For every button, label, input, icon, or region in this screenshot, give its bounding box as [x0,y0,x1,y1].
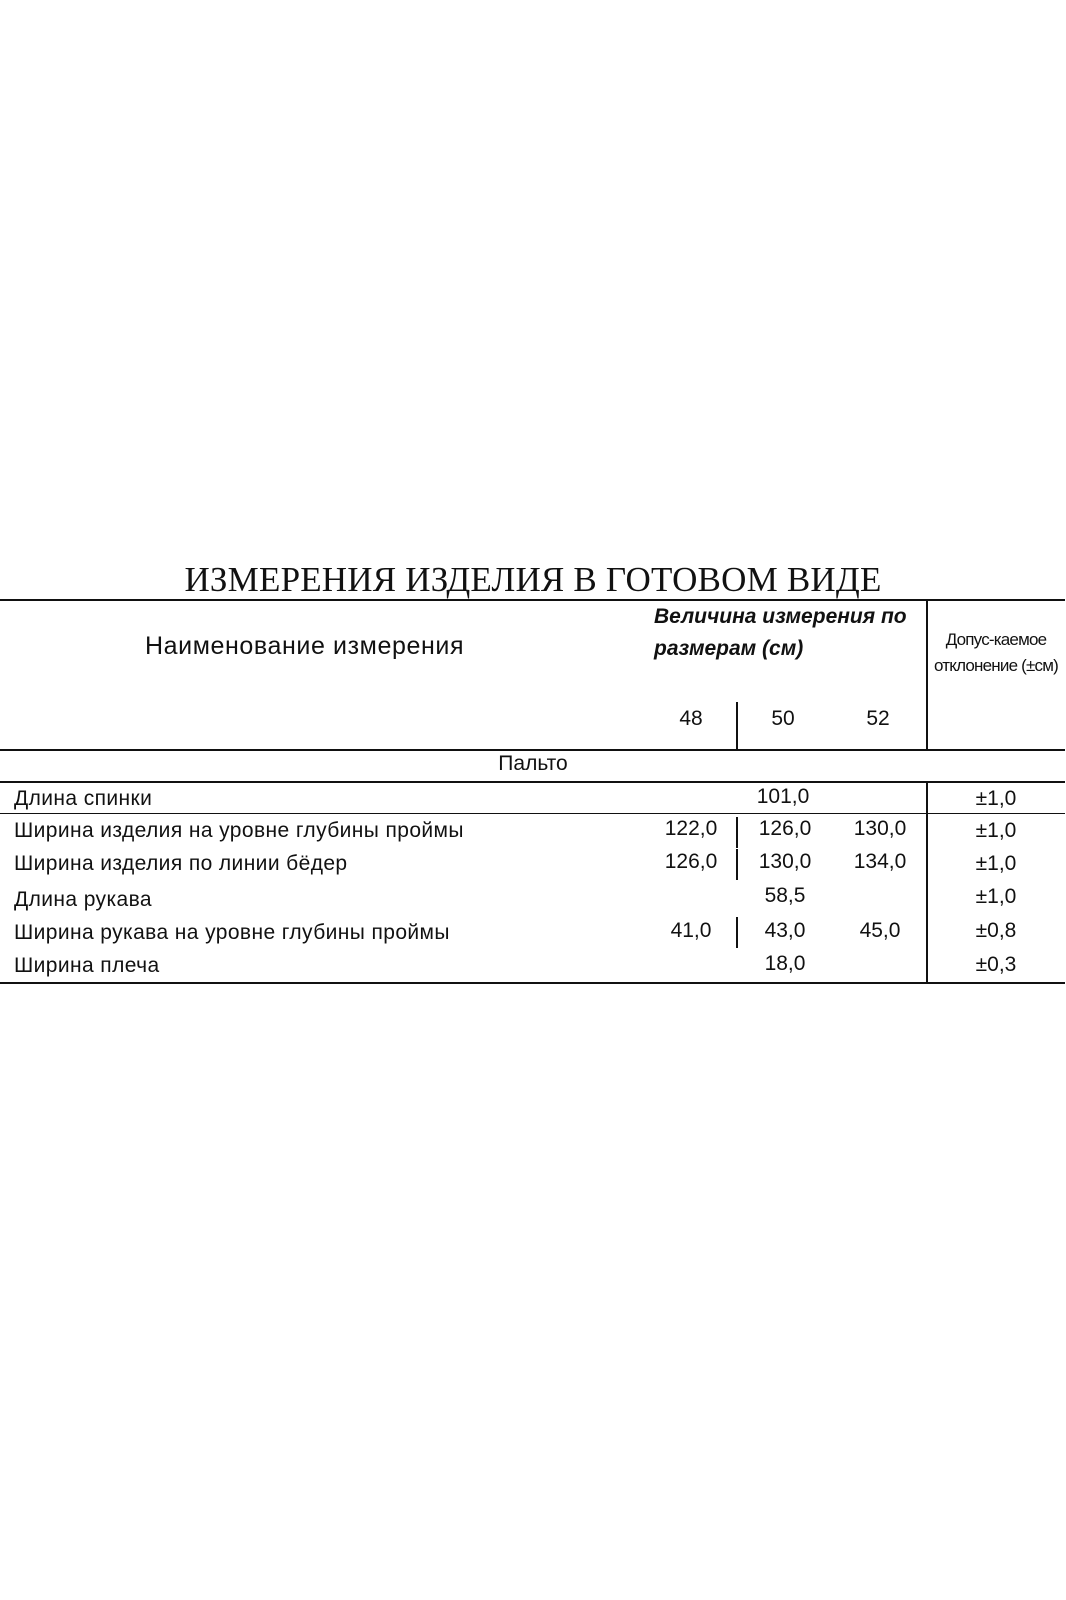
row-tolerance: ±0,3 [975,953,1017,976]
header-values-column: Величина измерения по размерам (см) [654,605,907,660]
row-tolerance: ±1,0 [975,787,1017,810]
row-label: Ширина изделия на уровне глубины проймы [14,819,464,842]
size-52-header: 52 [866,707,890,730]
row-tolerance: ±0,8 [975,919,1017,942]
row-tolerance: ±1,0 [975,852,1017,875]
measurements-table [0,599,1065,984]
row-value-size-52: 130,0 [853,817,907,840]
row-value-size-48: 122,0 [664,817,718,840]
size-divider-row-2 [736,817,738,848]
row-value-size-50: 101,0 [756,785,810,808]
row-tolerance: ±1,0 [975,819,1017,842]
row-label: Длина спинки [14,787,153,810]
row-value-size-50: 18,0 [764,952,806,975]
first-row-bottom-border [0,813,1065,814]
table-bottom-border [0,982,1065,984]
document-title: ИЗМЕРЕНИЯ ИЗДЕЛИЯ В ГОТОВОМ ВИДЕ [184,560,882,599]
row-label: Ширина плеча [14,954,160,977]
row-value-size-50: 130,0 [758,850,812,873]
header-name-column: Наименование измерения [145,632,465,660]
row-label: Ширина изделия по линии бёдер [14,852,348,875]
size-divider-row-3 [736,849,738,880]
size-divider-row-5 [736,917,738,948]
row-label: Ширина рукава на уровне глубины проймы [14,921,450,944]
section-bottom-border [0,781,1065,783]
row-value-size-48: 41,0 [670,919,712,942]
section-title: Пальто [498,752,568,775]
row-value-size-50: 43,0 [764,919,806,942]
row-value-size-50: 126,0 [758,817,812,840]
row-value-size-52: 45,0 [859,919,901,942]
size-48-header: 48 [679,707,703,730]
row-value-size-50: 58,5 [764,884,806,907]
row-label: Длина рукава [14,888,152,911]
row-value-size-52: 134,0 [853,850,907,873]
row-value-size-48: 126,0 [664,850,718,873]
row-tolerance: ±1,0 [975,885,1017,908]
header-tolerance-column: Допус-каемое отклонение (±см) [933,630,1058,675]
size-50-header: 50 [771,707,795,730]
